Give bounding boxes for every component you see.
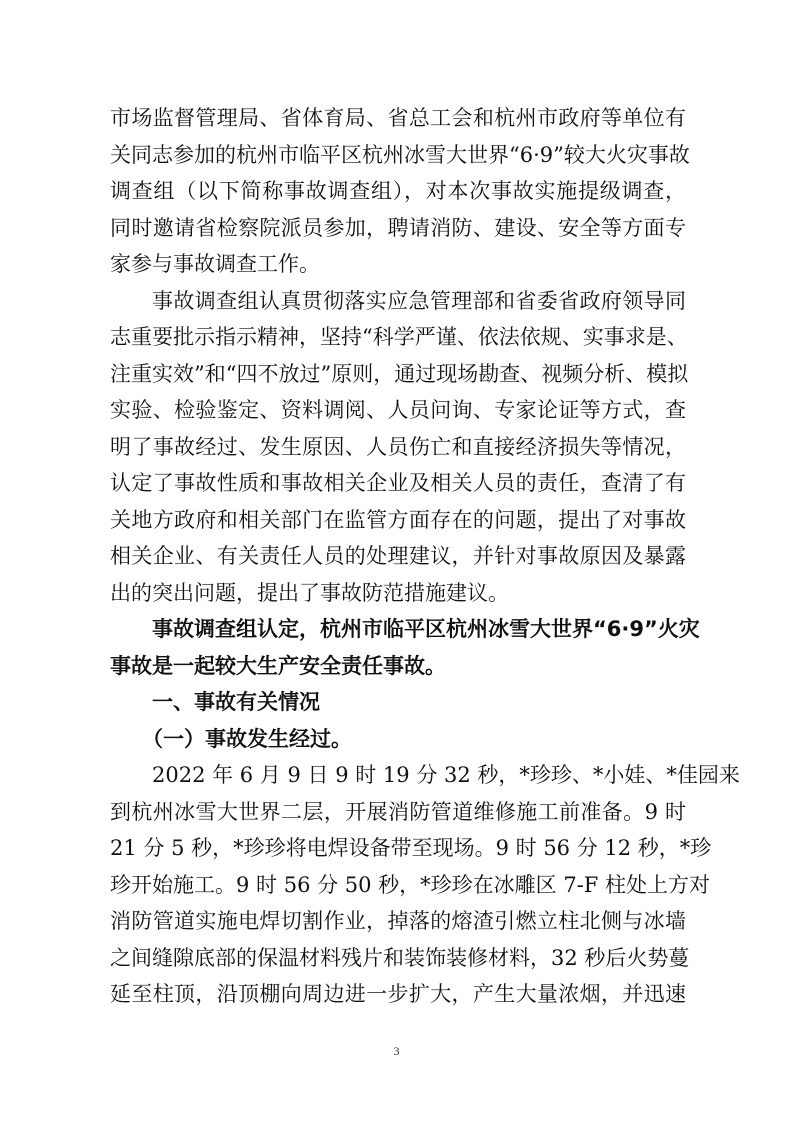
text-line: 延至柱顶，沿顶棚向周边进一步扩大，产生大量浓烟，并迅速 (110, 982, 686, 1006)
text-line: 消防管道实施电焊切割作业，掉落的熔渣引燃立柱北侧与冰墙 (110, 909, 686, 933)
text-line: 关同志参加的杭州市临平区杭州冰雪大世界“6·9”较大火灾事故 (110, 142, 690, 167)
text-line: 同时邀请省检察院派员参加，聘请消防、建设、安全等方面专 (110, 215, 686, 240)
paragraph-conclusion (110, 611, 700, 684)
section-heading: 一、事故有关情况 (152, 690, 320, 714)
text-line: 珍开始施工。9 时 56 分 50 秒，*珍珍在冰雕区 7-F 柱处上方对 (110, 872, 711, 897)
text-line: 2022 年 6 月 9 日 9 时 19 分 32 秒，*珍珍、*小娃、*佳园来 (152, 763, 740, 787)
text-line: 之间缝隙底部的保温材料残片和装饰装修材料，32 秒后火势蔓 (110, 945, 690, 970)
text-line: 家参与事故调查工作。 (110, 252, 320, 276)
text-line: 出的突出问题，提出了事故防范措施建议。 (110, 580, 509, 605)
text-line: 明了事故经过、发生原因、人员伤亡和直接经济损失等情况， (110, 434, 686, 459)
text-line: 关地方政府和相关部门在监管方面存在的问题，提出了对事故 (110, 507, 686, 532)
text-line: 实验、检验鉴定、资料调阅、人员问询、专家论证等方式，查 (110, 398, 686, 422)
text-line: 事故调查组认真贯彻落实应急管理部和省委省政府领导同 (152, 288, 686, 313)
text-line: 21 分 5 秒，*珍珍将电焊设备带至现场。9 时 56 分 12 秒，*珍 (110, 836, 712, 860)
document-body (110, 100, 740, 1013)
text-line: 事故是一起较大生产安全责任事故。 (110, 653, 446, 678)
text-line: 事故调查组认定，杭州市临平区杭州冰雪大世界“6·9”火灾 (152, 617, 700, 641)
text-line: 调查组（以下简称事故调查组），对本次事故实施提级调查， (110, 179, 686, 203)
text-line: 志重要批示指示精神，坚持“科学严谨、依法依规、实事求是、 (110, 325, 688, 349)
page-number: 3 (393, 1044, 400, 1058)
paragraph-4 (110, 757, 740, 1013)
text-line: 注重实效”和“四不放过”原则，通过现场勘查、视频分析、模拟 (110, 361, 689, 386)
paragraph-1 (110, 100, 690, 283)
text-line: 到杭州冰雪大世界二层，开展消防管道维修施工前准备。9 时 (110, 799, 686, 824)
text-line: 认定了事故性质和事故相关企业及相关人员的责任，查清了有 (110, 471, 686, 495)
subsection-heading: （一）事故发生经过。 (142, 725, 352, 751)
text-line: 相关企业、有关责任人员的处理建议，并针对事故原因及暴露 (110, 544, 686, 568)
text-line: 市场监督管理局、省体育局、省总工会和杭州市政府等单位有 (110, 106, 686, 130)
paragraph-2 (110, 283, 689, 612)
